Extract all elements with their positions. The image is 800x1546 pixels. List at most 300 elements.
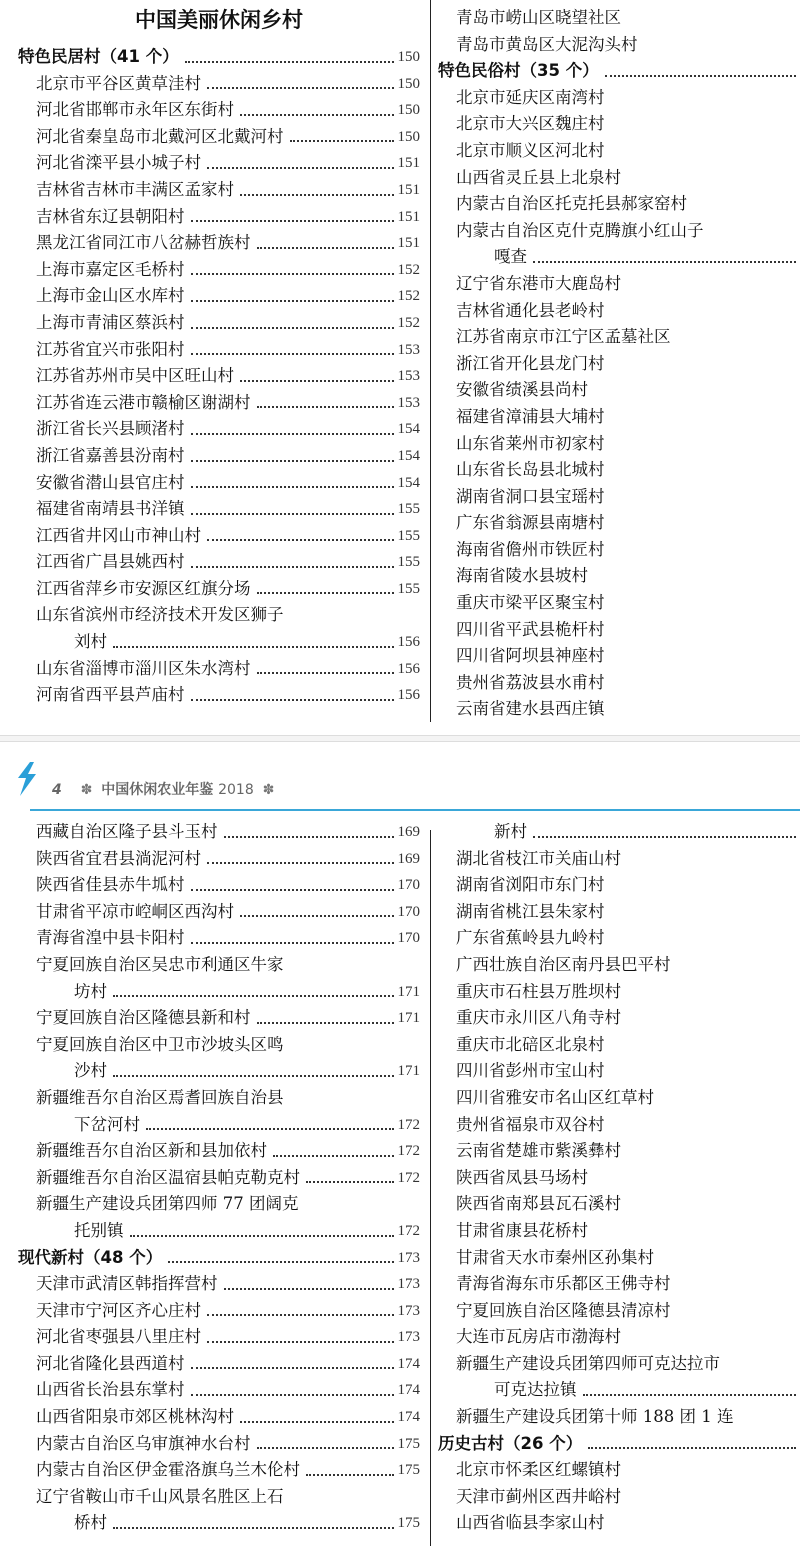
dot-leader bbox=[240, 1421, 394, 1423]
entry-text: 山东省莱州市初家村 bbox=[456, 433, 605, 453]
entry-text: 北京市怀柔区红螺镇村 bbox=[456, 1460, 621, 1480]
entry-text: 北京市平谷区黄草洼村 bbox=[36, 73, 201, 93]
dot-leader bbox=[191, 220, 394, 222]
dot-leader bbox=[533, 836, 796, 838]
page-number: 155 bbox=[397, 501, 420, 518]
entry-text: 内蒙古自治区克什克腾旗小红山子 bbox=[456, 220, 704, 240]
toc-entry bbox=[18, 1484, 420, 1511]
toc-entry bbox=[18, 1112, 420, 1139]
toc-list-top-left bbox=[18, 44, 420, 709]
entry-text: 安徽省潜山县官庄村 bbox=[36, 472, 185, 492]
dot-leader bbox=[240, 380, 394, 382]
toc-entry bbox=[18, 124, 420, 151]
entry-text: 山西省临县李家山村 bbox=[456, 1513, 605, 1533]
toc-entry bbox=[438, 377, 800, 404]
toc-entry bbox=[438, 298, 800, 325]
entry-text: 陕西省南郑县瓦石溪村 bbox=[456, 1194, 621, 1214]
dot-leader bbox=[257, 1447, 394, 1449]
dot-leader bbox=[224, 1288, 394, 1290]
toc-entry bbox=[18, 1324, 420, 1351]
dot-leader bbox=[168, 1261, 393, 1263]
page-number: 172 bbox=[397, 1169, 420, 1186]
entry-text: 青岛市崂山区晓望社区 bbox=[456, 8, 621, 27]
toc-entry bbox=[18, 1058, 420, 1085]
page-number: 150 bbox=[397, 102, 420, 119]
entry-text: 北京市大兴区魏庄村 bbox=[456, 114, 605, 134]
entry-text: 天津市宁河区齐心庄村 bbox=[36, 1300, 201, 1320]
toc-section-heading bbox=[18, 1245, 420, 1272]
entry-text: 广西壮族自治区南丹县巴平村 bbox=[456, 954, 671, 974]
page-number: 174 bbox=[397, 1409, 420, 1426]
entry-text: 山西省灵丘县上北泉村 bbox=[456, 167, 621, 187]
dot-leader bbox=[191, 1367, 394, 1369]
dot-leader bbox=[113, 995, 394, 997]
bottom-page bbox=[0, 740, 800, 1546]
toc-entry bbox=[438, 1271, 800, 1298]
entry-text: 西藏自治区隆子县斗玉村 bbox=[36, 822, 218, 841]
entry-text: 山东省长岛县北城村 bbox=[456, 460, 605, 480]
toc-entry bbox=[18, 177, 420, 204]
dot-leader bbox=[257, 406, 394, 408]
toc-entry bbox=[18, 872, 420, 899]
entry-text: 湖南省桃江县朱家村 bbox=[456, 901, 605, 921]
toc-entry bbox=[438, 1510, 800, 1537]
entry-text: 北京市顺义区河北村 bbox=[456, 140, 605, 160]
dot-leader bbox=[240, 915, 394, 917]
page-number: 175 bbox=[397, 1515, 420, 1532]
toc-entry bbox=[438, 563, 800, 590]
dot-leader bbox=[257, 672, 394, 674]
entry-text: 新村 bbox=[494, 822, 527, 841]
toc-entry bbox=[18, 416, 420, 443]
entry-text: 新疆维吾尔自治区温宿县帕克勒克村 bbox=[36, 1167, 300, 1187]
entry-text: 江西省广昌县姚西村 bbox=[36, 552, 185, 572]
page-number: 175 bbox=[397, 1462, 420, 1479]
toc-entry bbox=[438, 952, 800, 979]
entry-text: 内蒙古自治区托克托县郝家窑村 bbox=[456, 194, 687, 214]
dot-leader bbox=[207, 1341, 394, 1343]
toc-entry bbox=[18, 283, 420, 310]
toc-entry bbox=[438, 85, 800, 112]
toc-entry bbox=[18, 925, 420, 952]
page-number: 151 bbox=[397, 181, 420, 198]
entry-text: 坊村 bbox=[74, 981, 107, 1001]
entry-text: 甘肃省平凉市崆峒区西沟村 bbox=[36, 901, 234, 921]
entry-text: 云南省楚雄市紫溪彝村 bbox=[456, 1141, 621, 1161]
entry-text: 北京市延庆区南湾村 bbox=[456, 87, 605, 107]
entry-text: 新疆生产建设兵团第四师可克达拉市 bbox=[456, 1353, 720, 1373]
dot-leader bbox=[191, 300, 394, 302]
toc-entry bbox=[438, 457, 800, 484]
toc-entry bbox=[18, 97, 420, 124]
flower-icon: ✽ bbox=[80, 782, 93, 798]
entry-text: 托别镇 bbox=[74, 1220, 124, 1240]
toc-entry bbox=[438, 1138, 800, 1165]
toc-entry bbox=[18, 1191, 420, 1218]
toc-entry bbox=[18, 979, 420, 1006]
toc-entry bbox=[18, 1032, 420, 1059]
entry-text: 青海省湟中县卡阳村 bbox=[36, 928, 185, 948]
column-divider bbox=[430, 0, 431, 722]
toc-entry bbox=[18, 899, 420, 926]
entry-text: 福建省南靖县书洋镇 bbox=[36, 499, 185, 519]
toc-entry bbox=[438, 617, 800, 644]
toc-entry bbox=[438, 244, 800, 271]
dot-leader bbox=[113, 1075, 394, 1077]
entry-text: 天津市蓟州区西井峪村 bbox=[456, 1486, 621, 1506]
page-number: 173 bbox=[397, 1249, 420, 1266]
entry-text: 宁夏回族自治区吴忠市利通区牛家 bbox=[36, 954, 284, 974]
toc-entry bbox=[438, 165, 800, 192]
page-number: 175 bbox=[397, 1435, 420, 1452]
toc-entry bbox=[18, 1298, 420, 1325]
page-number: 171 bbox=[397, 1010, 420, 1027]
toc-entry bbox=[438, 1005, 800, 1032]
entry-text: 河北省滦平县小城子村 bbox=[36, 153, 201, 173]
toc-entry bbox=[438, 351, 800, 378]
entry-text: 海南省儋州市铁匠村 bbox=[456, 539, 605, 559]
toc-entry bbox=[18, 310, 420, 337]
page-number: 151 bbox=[397, 235, 420, 252]
toc-section-heading bbox=[18, 44, 420, 71]
entry-text: 沙村 bbox=[74, 1061, 107, 1081]
entry-text: 云南省建水县西庄镇 bbox=[456, 699, 605, 719]
entry-text: 天津市武清区韩指挥营村 bbox=[36, 1274, 218, 1294]
toc-entry bbox=[438, 510, 800, 537]
entry-text: 贵州省福泉市双谷村 bbox=[456, 1114, 605, 1134]
entry-text: 浙江省开化县龙门村 bbox=[456, 353, 605, 373]
toc-entry bbox=[18, 846, 420, 873]
header-rule bbox=[30, 809, 800, 811]
dot-leader bbox=[191, 942, 394, 944]
toc-entry bbox=[438, 643, 800, 670]
page-number: 150 bbox=[397, 49, 420, 65]
dot-leader bbox=[207, 862, 394, 864]
toc-entry bbox=[438, 404, 800, 431]
entry-text: 内蒙古自治区伊金霍洛旗乌兰木伦村 bbox=[36, 1460, 300, 1480]
page-number: 150 bbox=[397, 128, 420, 145]
dot-leader bbox=[191, 486, 394, 488]
toc-entry bbox=[18, 656, 420, 683]
entry-text: 广东省蕉岭县九岭村 bbox=[456, 928, 605, 948]
entry-text: 海南省陵水县坡村 bbox=[456, 566, 588, 586]
toc-entry bbox=[438, 670, 800, 697]
toc-entry bbox=[18, 470, 420, 497]
entry-text: 宁夏回族自治区隆德县新和村 bbox=[36, 1008, 251, 1028]
entry-text: 甘肃省天水市秦州区孙集村 bbox=[456, 1247, 654, 1267]
toc-entry bbox=[18, 629, 420, 656]
dot-leader bbox=[185, 61, 394, 63]
page-number: 171 bbox=[397, 983, 420, 1000]
section-heading-text: 历史古村（26 个） bbox=[438, 1433, 583, 1453]
page-number: 152 bbox=[397, 314, 420, 331]
page-number: 156 bbox=[397, 687, 420, 704]
dot-leader bbox=[191, 513, 394, 515]
header-page-number: 4 bbox=[52, 782, 62, 798]
toc-entry bbox=[438, 899, 800, 926]
entry-text: 四川省平武县桅杆村 bbox=[456, 619, 605, 639]
toc-entry bbox=[18, 337, 420, 364]
page-number: 171 bbox=[397, 1063, 420, 1080]
flower-icon: ✽ bbox=[262, 782, 275, 798]
entry-text: 重庆市石柱县万胜坝村 bbox=[456, 981, 621, 1001]
toc-entry bbox=[438, 1404, 800, 1431]
toc-entry bbox=[438, 32, 800, 59]
header-text bbox=[52, 779, 278, 799]
toc-entry bbox=[18, 1005, 420, 1032]
dot-leader bbox=[257, 1022, 394, 1024]
entry-text: 江苏省宜兴市张阳村 bbox=[36, 339, 185, 359]
toc-entry bbox=[438, 1165, 800, 1192]
toc-entry bbox=[438, 1377, 800, 1404]
page-number: 155 bbox=[397, 554, 420, 571]
entry-text: 可克达拉镇 bbox=[494, 1380, 577, 1400]
toc-entry bbox=[438, 1484, 800, 1511]
dot-leader bbox=[240, 114, 394, 116]
toc-entry bbox=[18, 496, 420, 523]
toc-entry bbox=[18, 443, 420, 470]
page-number: 153 bbox=[397, 368, 420, 385]
toc-entry bbox=[18, 549, 420, 576]
entry-text: 陕西省宜君县淌泥河村 bbox=[36, 848, 201, 868]
page-number: 154 bbox=[397, 447, 420, 464]
entry-text: 大连市瓦房店市渤海村 bbox=[456, 1327, 621, 1347]
dot-leader bbox=[257, 592, 394, 594]
toc-entry bbox=[18, 682, 420, 709]
entry-text: 陕西省佳县赤牛坬村 bbox=[36, 875, 185, 895]
dot-leader bbox=[191, 1394, 394, 1396]
page-number: 169 bbox=[397, 850, 420, 867]
toc-entry bbox=[438, 590, 800, 617]
toc-entry bbox=[438, 1457, 800, 1484]
dot-leader bbox=[306, 1181, 394, 1183]
toc-entry bbox=[18, 602, 420, 629]
page-number: 153 bbox=[397, 341, 420, 358]
toc-entry bbox=[438, 111, 800, 138]
page-number: 153 bbox=[397, 394, 420, 411]
page-number: 173 bbox=[397, 1329, 420, 1346]
page-number: 173 bbox=[397, 1302, 420, 1319]
entry-text: 贵州省荔波县水甫村 bbox=[456, 672, 605, 692]
dot-leader bbox=[207, 1314, 394, 1316]
lightning-icon bbox=[14, 762, 40, 796]
dot-leader bbox=[113, 1527, 394, 1529]
column-divider bbox=[430, 830, 431, 1546]
toc-entry bbox=[438, 1032, 800, 1059]
entry-text: 上海市金山区水库村 bbox=[36, 286, 185, 306]
dot-leader bbox=[191, 889, 394, 891]
page-number: 172 bbox=[397, 1222, 420, 1239]
bottom-left-column bbox=[18, 819, 420, 1537]
entry-text: 河北省隆化县西道村 bbox=[36, 1353, 185, 1373]
toc-entry bbox=[18, 204, 420, 231]
entry-text: 上海市青浦区蔡浜村 bbox=[36, 312, 185, 332]
dot-leader bbox=[130, 1235, 394, 1237]
header-year: 2018 bbox=[218, 782, 254, 798]
page-number: 152 bbox=[397, 261, 420, 278]
entry-text: 青海省海东市乐都区王佛寺村 bbox=[456, 1274, 671, 1294]
toc-section-heading bbox=[438, 1431, 800, 1458]
dot-leader bbox=[583, 1394, 797, 1396]
toc-entry bbox=[18, 71, 420, 98]
entry-text: 新疆维吾尔自治区新和县加依村 bbox=[36, 1141, 267, 1161]
toc-entry bbox=[438, 138, 800, 165]
toc-entry bbox=[18, 1431, 420, 1458]
dot-leader bbox=[191, 273, 394, 275]
entry-text: 四川省彭州市宝山村 bbox=[456, 1061, 605, 1081]
toc-entry bbox=[438, 324, 800, 351]
entry-text: 山东省滨州市经济技术开发区狮子 bbox=[36, 605, 284, 625]
toc-entry bbox=[438, 1112, 800, 1139]
entry-text: 重庆市梁平区聚宝村 bbox=[456, 593, 605, 613]
toc-entry bbox=[438, 1245, 800, 1272]
page-number: 150 bbox=[397, 75, 420, 92]
toc-entry bbox=[438, 979, 800, 1006]
entry-text: 安徽省绩溪县尚村 bbox=[456, 380, 588, 400]
toc-entry bbox=[438, 271, 800, 298]
top-page bbox=[0, 0, 800, 735]
dot-leader bbox=[605, 75, 796, 77]
entry-text: 吉林省吉林市丰满区孟家村 bbox=[36, 179, 234, 199]
toc-entry bbox=[18, 952, 420, 979]
toc-section-heading bbox=[438, 58, 800, 85]
toc-list-bottom-right bbox=[438, 819, 800, 1537]
toc-entry bbox=[438, 696, 800, 723]
toc-list-bottom-left bbox=[18, 819, 420, 1537]
page-number: 174 bbox=[397, 1355, 420, 1372]
running-header bbox=[0, 740, 800, 810]
dot-leader bbox=[146, 1128, 394, 1130]
entry-text: 湖南省浏阳市东门村 bbox=[456, 875, 605, 895]
dot-leader bbox=[533, 261, 796, 263]
entry-text: 桥村 bbox=[74, 1513, 107, 1533]
entry-text: 嘎查 bbox=[494, 247, 527, 267]
toc-entry bbox=[18, 523, 420, 550]
entry-text: 青岛市黄岛区大泥沟头村 bbox=[456, 34, 638, 54]
dot-leader bbox=[290, 140, 394, 142]
toc-entry bbox=[438, 484, 800, 511]
page-number: 173 bbox=[397, 1276, 420, 1293]
entry-text: 宁夏回族自治区中卫市沙坡头区鸣 bbox=[36, 1034, 284, 1054]
bottom-right-column bbox=[438, 819, 800, 1537]
entry-text: 内蒙古自治区乌审旗神水台村 bbox=[36, 1433, 251, 1453]
page-number: 151 bbox=[397, 155, 420, 172]
entry-text: 江苏省连云港市赣榆区谢湖村 bbox=[36, 392, 251, 412]
page-number: 154 bbox=[397, 421, 420, 438]
toc-entry bbox=[18, 1404, 420, 1431]
entry-text: 下岔河村 bbox=[74, 1114, 140, 1134]
dot-leader bbox=[207, 167, 394, 169]
entry-text: 吉林省东辽县朝阳村 bbox=[36, 206, 185, 226]
dot-leader bbox=[207, 87, 394, 89]
entry-text: 重庆市北碚区北泉村 bbox=[456, 1034, 605, 1054]
dot-leader bbox=[191, 353, 394, 355]
section-heading-text: 现代新村（48 个） bbox=[18, 1247, 163, 1267]
entry-text: 上海市嘉定区毛桥村 bbox=[36, 259, 185, 279]
entry-text: 江苏省苏州市吴中区旺山村 bbox=[36, 366, 234, 386]
toc-entry bbox=[438, 925, 800, 952]
entry-text: 宁夏回族自治区隆德县清凉村 bbox=[456, 1300, 671, 1320]
toc-entry bbox=[438, 1298, 800, 1325]
entry-text: 河北省邯郸市永年区东街村 bbox=[36, 100, 234, 120]
entry-text: 福建省漳浦县大埔村 bbox=[456, 406, 605, 426]
page-number: 170 bbox=[397, 877, 420, 894]
toc-entry bbox=[438, 1085, 800, 1112]
toc-entry bbox=[438, 1191, 800, 1218]
toc-entry bbox=[438, 1351, 800, 1378]
dot-leader bbox=[191, 433, 394, 435]
page-number: 170 bbox=[397, 930, 420, 947]
entry-text: 四川省阿坝县神座村 bbox=[456, 646, 605, 666]
page-number: 155 bbox=[397, 527, 420, 544]
toc-entry bbox=[438, 819, 800, 846]
toc-entry bbox=[438, 872, 800, 899]
toc-entry bbox=[18, 576, 420, 603]
entry-text: 江西省井冈山市神山村 bbox=[36, 525, 201, 545]
entry-text: 四川省雅安市名山区红草村 bbox=[456, 1087, 654, 1107]
dot-leader bbox=[207, 539, 394, 541]
page-number: 170 bbox=[397, 903, 420, 920]
dot-leader bbox=[191, 327, 394, 329]
toc-entry bbox=[18, 230, 420, 257]
page-number: 169 bbox=[397, 824, 420, 840]
entry-text: 浙江省嘉善县汾南村 bbox=[36, 445, 185, 465]
toc-entry bbox=[18, 1218, 420, 1245]
entry-text: 河南省西平县芦庙村 bbox=[36, 685, 185, 705]
dot-leader bbox=[306, 1474, 394, 1476]
page-number: 152 bbox=[397, 288, 420, 305]
toc-entry bbox=[18, 1377, 420, 1404]
page-number: 174 bbox=[397, 1382, 420, 1399]
entry-text: 辽宁省东港市大鹿岛村 bbox=[456, 273, 621, 293]
entry-text: 新疆生产建设兵团第十师 188 团 1 连 bbox=[456, 1407, 734, 1427]
entry-text: 重庆市永川区八角寺村 bbox=[456, 1008, 621, 1028]
entry-text: 辽宁省鞍山市千山风景名胜区上石 bbox=[36, 1486, 284, 1506]
entry-text: 黑龙江省同江市八岔赫哲族村 bbox=[36, 233, 251, 253]
entry-text: 新疆生产建设兵团第四师 77 团阔克 bbox=[36, 1194, 299, 1214]
dot-leader bbox=[191, 699, 394, 701]
entry-text: 陕西省凤县马场村 bbox=[456, 1167, 588, 1187]
entry-text: 吉林省通化县老岭村 bbox=[456, 300, 605, 320]
dot-leader bbox=[191, 566, 394, 568]
entry-text: 江西省萍乡市安源区红旗分场 bbox=[36, 578, 251, 598]
entry-text: 广东省翁源县南塘村 bbox=[456, 513, 605, 533]
toc-entry bbox=[18, 819, 420, 846]
toc-list-top-right bbox=[438, 5, 800, 723]
dot-leader bbox=[224, 836, 394, 838]
entry-text: 山西省阳泉市郊区桃林沟村 bbox=[36, 1407, 234, 1427]
page-number: 156 bbox=[397, 634, 420, 651]
toc-entry bbox=[438, 218, 800, 245]
dot-leader bbox=[240, 194, 394, 196]
entry-text: 河北省秦皇岛市北戴河区北戴河村 bbox=[36, 126, 284, 146]
page-number: 151 bbox=[397, 208, 420, 225]
header-book-title: 中国休闲农业年鉴 bbox=[101, 782, 214, 798]
entry-text: 山东省淄博市淄川区朱水湾村 bbox=[36, 658, 251, 678]
entry-text: 江苏省南京市江宁区孟墓社区 bbox=[456, 327, 671, 347]
top-left-column bbox=[18, 0, 420, 709]
toc-entry bbox=[18, 1271, 420, 1298]
toc-entry bbox=[438, 537, 800, 564]
page-number: 172 bbox=[397, 1116, 420, 1133]
toc-entry bbox=[438, 191, 800, 218]
page-number: 155 bbox=[397, 580, 420, 597]
entry-text: 新疆维吾尔自治区焉耆回族自治县 bbox=[36, 1087, 284, 1107]
toc-entry bbox=[18, 1351, 420, 1378]
entry-text: 湖北省枝江市关庙山村 bbox=[456, 848, 621, 868]
page-number: 156 bbox=[397, 660, 420, 677]
entry-text: 山西省长治县东掌村 bbox=[36, 1380, 185, 1400]
